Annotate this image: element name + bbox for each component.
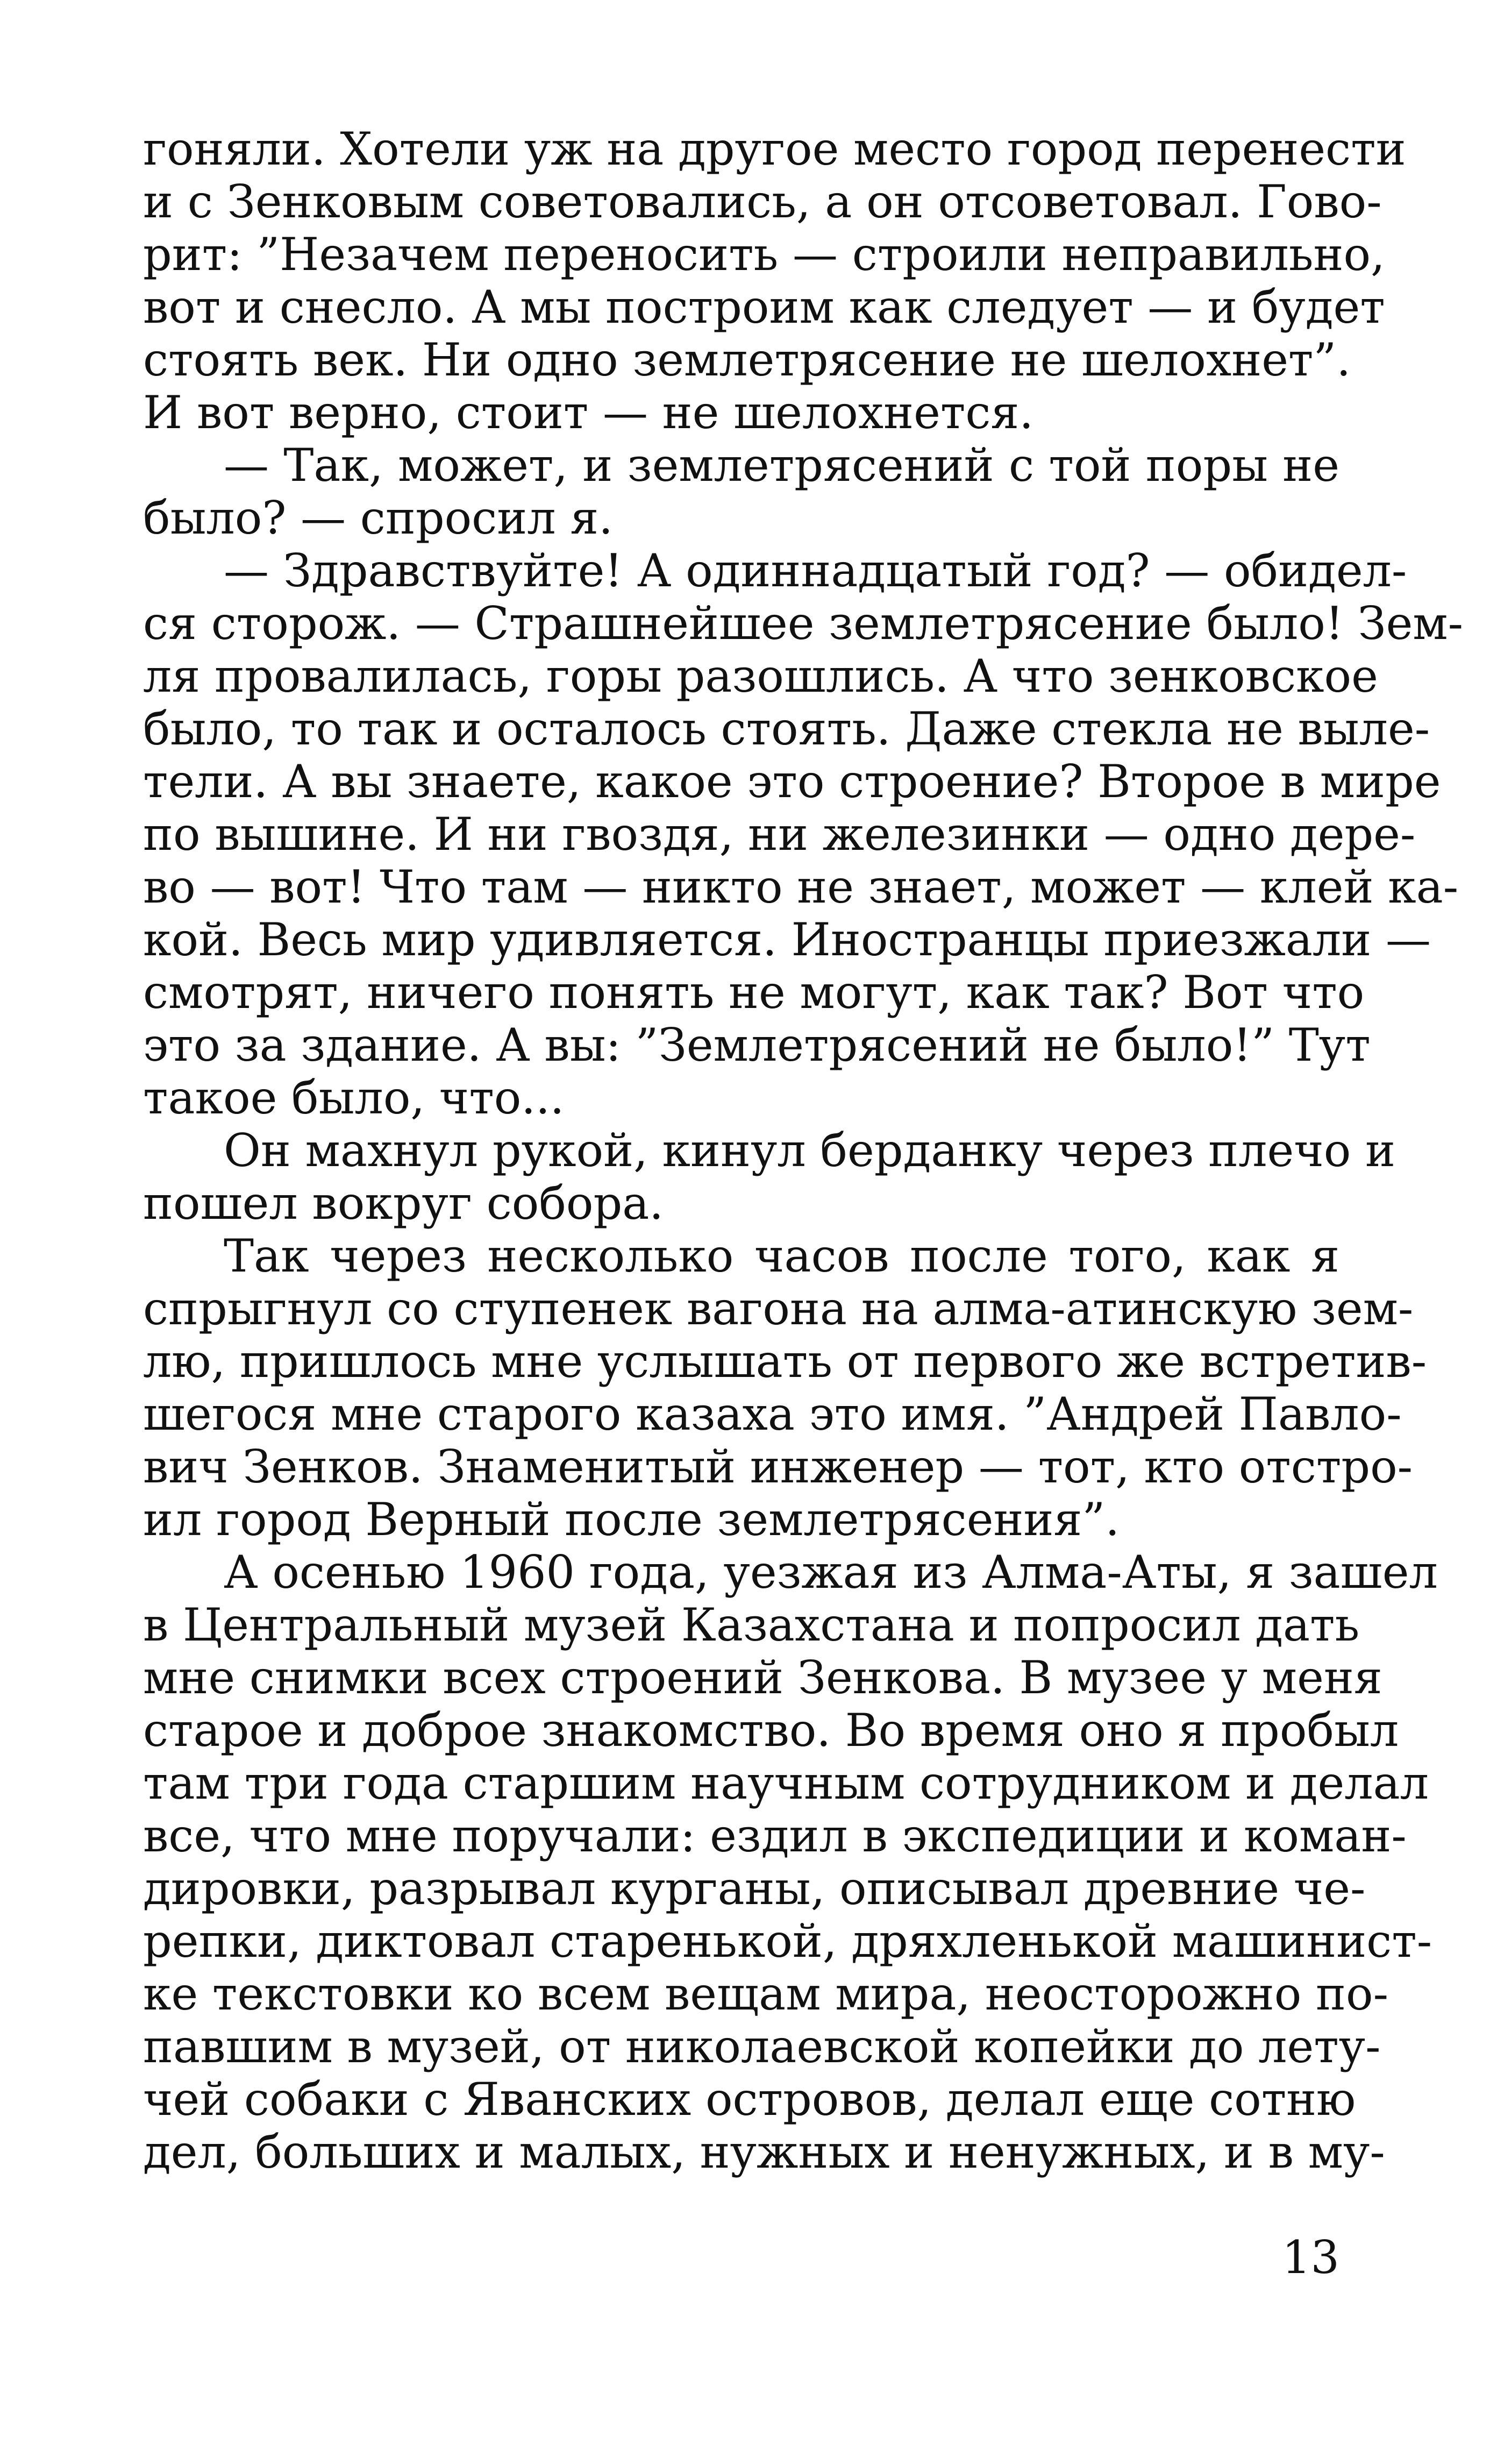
text-line: А осенью 1960 года, уезжая из Алма-Аты, я зашел [224,1546,1438,1599]
text-line: кой. Весь мир удивляется. Иностранцы приезжали — [143,913,1431,966]
text-line: пошел вокруг собора. [143,1177,664,1230]
text-line: в Центральный музей Казахстана и попросил дать [143,1599,1360,1651]
text-line: ил город Верный после землетрясения”. [143,1493,1120,1546]
text-line: по вышине. И ни гвоздя, ни железинки — одно дере- [143,808,1416,861]
text-line: стоять век. Ни одно землетрясение не шелохнет”. [143,333,1351,386]
text-line: все, что мне поручали: ездил в экспедиции и коман- [143,1809,1407,1862]
body-text [143,123,1464,2178]
text-line: дел, больших и малых, нужных и ненужных, и в му- [143,2126,1385,2178]
text-line: спрыгнул со ступенек вагона на алма-атинскую зем- [143,1282,1414,1335]
text-line: было, то так и осталось стоять. Даже стекла не выле- [143,702,1430,755]
text-line: это за здание. А вы: ”Землетрясений не было!” Тут [143,1019,1371,1071]
text-line: такое было, что... [143,1071,565,1124]
text-line: вот и снесло. А мы построим как следует — и будет [143,281,1385,333]
text-line: рит: ”Незачем переносить — строили неправильно, [143,228,1385,281]
text-line: мне снимки всех строений Зенкова. В музее у меня [143,1651,1382,1704]
text-line: ке текстовки ко всем вещам мира, неосторожно по- [143,1968,1388,2020]
text-line: там три года старшим научным сотрудником и делал [143,1757,1429,1809]
text-line: дировки, разрывал курганы, описывал древние че- [143,1862,1366,1915]
text-line: и с Зенковым советовались, а он отсоветовал. Гово- [143,175,1382,228]
text-line: тели. А вы знаете, какое это строение? Второе в мире [143,755,1441,808]
text-line: — Здравствуйте! А одиннадцатый год? — обидел- [224,544,1407,597]
text-line: — Так, может, и землетрясений с той поры не [224,439,1339,492]
text-line: ля провалилась, горы разошлись. А что зенковское [143,650,1378,702]
text-line: репки, диктовал старенькой, дряхленькой машинист- [143,1915,1432,1968]
text-line: И вот верно, стоит — не шелохнется. [143,386,1034,439]
text-line: чей собаки с Яванских островов, делал еще сотню [143,2073,1356,2126]
text-line: Он махнул рукой, кинул берданку через плечо и [224,1124,1395,1177]
page-number: 13 [1282,2231,1339,2284]
text-line: вич Зенков. Знаменитый инженер — тот, кто отстро- [143,1440,1413,1493]
text-line: шегося мне старого казаха это имя. ”Андрей Павло- [143,1388,1402,1440]
book-page [143,123,1464,2382]
text-line: гоняли. Хотели уж на другое место город перенести [143,123,1406,175]
text-line: лю, пришлось мне услышать от первого же встретив- [143,1335,1427,1388]
text-line: было? — спросил я. [143,492,613,544]
text-line: ся сторож. — Страшнейшее землетрясение было! Зем- [143,597,1464,650]
text-line: Так через несколько часов после того, как я [224,1230,1339,1282]
text-line: во — вот! Что там — никто не знает, может — клей ка- [143,861,1459,913]
text-line: старое и доброе знакомство. Во время оно я пробыл [143,1704,1399,1757]
text-line: смотрят, ничего понять не могут, как так? Вот что [143,966,1365,1019]
text-line: павшим в музей, от николаевской копейки до лету- [143,2020,1381,2073]
